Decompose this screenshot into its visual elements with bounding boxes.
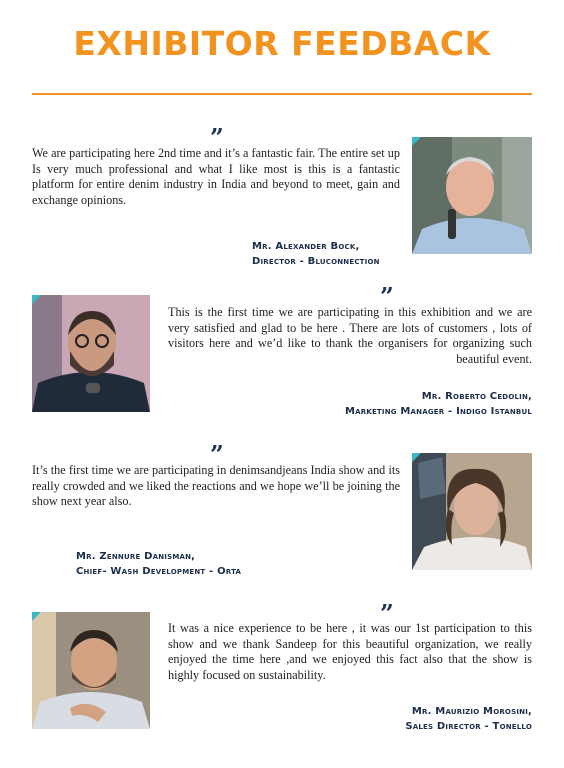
testimonial-signature bbox=[76, 549, 241, 579]
corner-accent bbox=[32, 295, 41, 304]
testimonial-text: It’s the first time we are participating in denimsandjeans India show and its really crowded and we liked the reactions and we hope we’ll be joining the show next year also. bbox=[32, 463, 400, 508]
person-name: Mr. Zennure Danisman, bbox=[76, 551, 196, 562]
person-role: Director - Bluconnection bbox=[252, 256, 380, 267]
quote-icon: ” bbox=[380, 282, 394, 311]
quote-icon: ” bbox=[210, 123, 224, 152]
testimonial-signature bbox=[405, 704, 532, 734]
testimonial-text: We are participating here 2nd time and it’s a fantastic fair. The entire set up Is very much professional and what I like most is this is a fantastic platform for entire denim industry in India and beyond to meet, gain and exchange opinions. bbox=[32, 146, 400, 207]
person-name: Mr. Alexander Bock, bbox=[252, 241, 360, 252]
testimonial-text: It was a nice experience to be here , it was our 1st participation to this show and we thank Sandeep for this beautiful organization, we really enjoyed the time here ,and we enjoyed this fact also that the show is highly focused on sustainability. bbox=[168, 621, 532, 682]
testimonial-signature bbox=[345, 389, 532, 419]
person-photo bbox=[412, 137, 532, 254]
person-name: Mr. Maurizio Morosini, bbox=[411, 706, 532, 717]
person-photo bbox=[32, 612, 150, 729]
corner-accent bbox=[412, 453, 421, 462]
page-title: EXHIBITOR FEEDBACK bbox=[73, 24, 491, 63]
testimonial-text: This is the first time we are participating in this exhibition and we are very satisfied and glad to be here . There are lots of customers , lots of visitors here and we’d like to thank the organisers for organizing such beautiful event. bbox=[168, 305, 532, 366]
person-role: Marketing Manager - Indigo Istanbul bbox=[344, 406, 532, 417]
testimonial-signature bbox=[252, 239, 380, 269]
person-role: Sales Director - Tonello bbox=[405, 721, 532, 732]
corner-accent bbox=[412, 137, 421, 146]
quote-icon: ” bbox=[210, 440, 224, 469]
person-photo bbox=[412, 453, 532, 570]
person-name: Mr. Roberto Cedolin, bbox=[421, 391, 532, 402]
corner-accent bbox=[32, 612, 41, 621]
quote-icon: ” bbox=[380, 599, 394, 628]
person-photo bbox=[32, 295, 150, 412]
person-role: Chief- Wash Development - Orta bbox=[76, 566, 242, 577]
title-divider bbox=[32, 93, 532, 95]
